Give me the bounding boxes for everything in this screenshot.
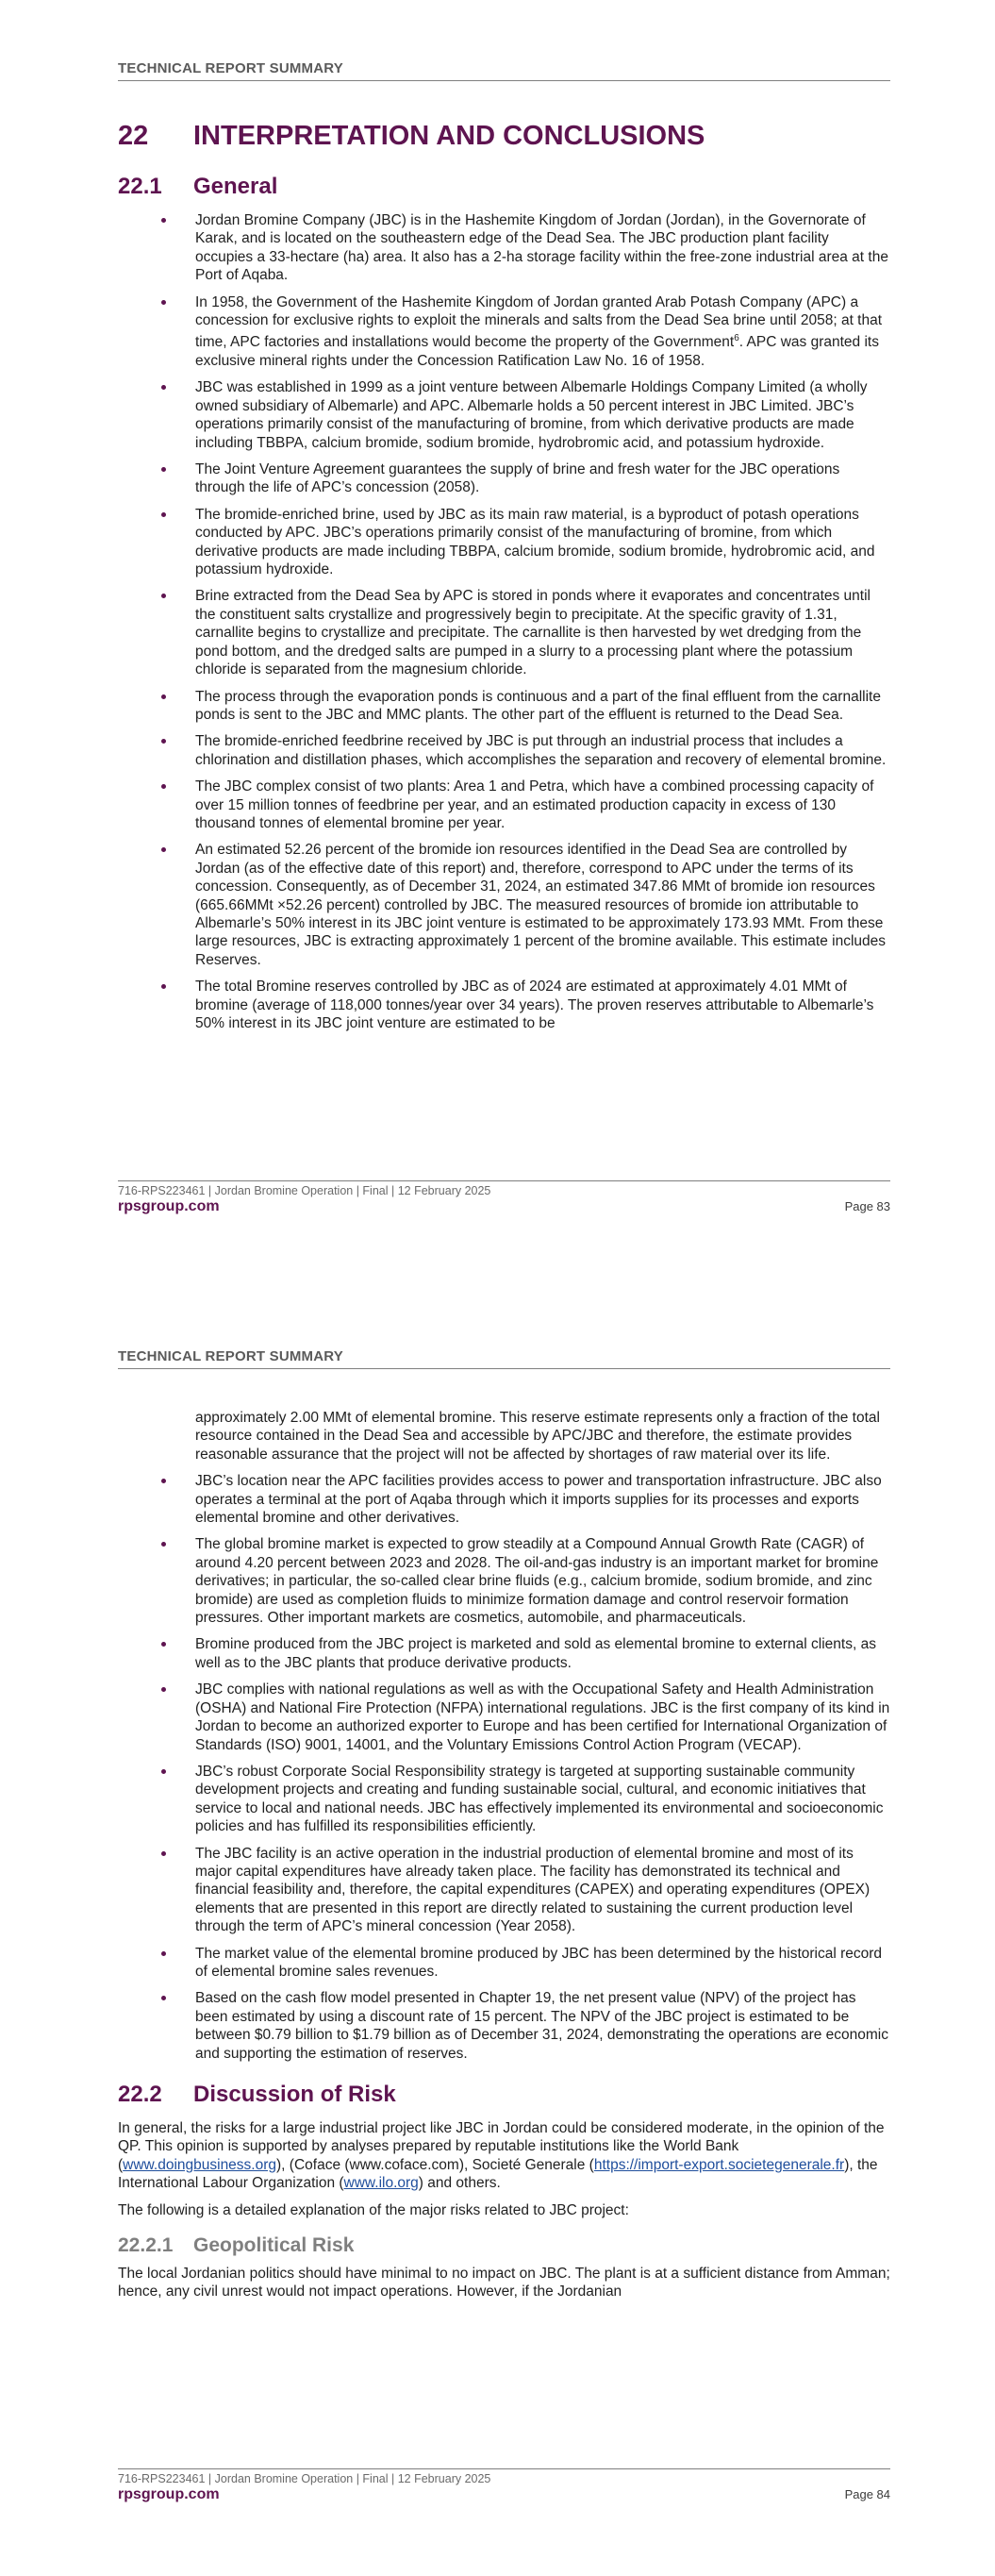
paragraph-text: ), (Coface (www.coface.com), Societé Generale (	[276, 2156, 594, 2173]
paragraph-text: In general, the risks for a large industrial project like JBC in Jordan could be considered moderate, in the opinion of the QP. This opinion is supported by analyses prepared by reputable institutions like the World Bank (	[118, 2120, 885, 2173]
footer-reference: 716-RPS223461 | Jordan Bromine Operation | Final | 12 February 2025	[118, 1184, 491, 1197]
section-22-2-heading	[118, 2082, 890, 2108]
section-number: 22.2	[118, 2082, 162, 2107]
list-item: Brine extracted from the Dead Sea by APC is stored in ponds where it evaporates and concentrates until the constituent salts crystallize and progressively begin to precipitate. At the specific gravity of 1.31, carnallite begins to crystallize and precipitate. The carnallite is then harvested by wet dredging from the pond bottom, and the dredged salts are pumped in a slurry to a processing plant where the potassium chloride is separated from the magnesium chloride.	[118, 587, 890, 678]
page-footer	[118, 1180, 890, 1215]
list-item: The total Bromine reserves controlled by JBC as of 2024 are estimated at approximately 4.01 MMt of bromine (average of 118,000 tonnes/year over 34 years). The proven reserves attributable to Albemarle’s 50% interest in its JBC joint venture are estimated to be	[118, 978, 890, 1032]
conclusions-list	[118, 211, 890, 1032]
section-number: 22.1	[118, 174, 162, 199]
section-title: Geopolitical Risk	[193, 2234, 355, 2257]
header-rule	[118, 80, 890, 81]
ilo-link[interactable]: www.ilo.org	[343, 2175, 419, 2192]
list-item: Bromine produced from the JBC project is marketed and sold as elemental bromine to external clients, as well as to the JBC plants that produce derivative products.	[118, 1635, 890, 1672]
list-item: The market value of the elemental bromine produced by JBC has been determined by the historical record of elemental bromine sales revenues.	[118, 1945, 890, 1982]
footnote-ref: 6	[734, 333, 739, 344]
page-83-body	[118, 174, 890, 1041]
list-item	[118, 293, 890, 371]
list-item: An estimated 52.26 percent of the bromide ion resources identified in the Dead Sea are controlled by Jordan (as of the effective date of this report) and, therefore, correspond to APC under the terms of its concession. Consequently, as of December 31, 2024, an estimated 347.86 MMt of bromide ion resources (665.66MMt ×52.26 percent) controlled by JBC. The measured resources of bromide ion attributable to Albemarle’s 50% interest in its JBC joint venture is estimated to be approximately 173.93 MMt. From these large resources, JBC is extracting approximately 1 percent of the bromine available. This estimate includes Reserves.	[118, 841, 890, 969]
header-title: TECHNICAL REPORT SUMMARY	[118, 60, 343, 76]
page-number: Page 83	[844, 1199, 890, 1213]
page-header	[118, 60, 890, 81]
item-text: In 1958, the Government of the Hashemite Kingdom of Jordan granted Arab Potash Company (APC) a concession for exclusive rights to exploit the minerals and salts from the Dead Sea brine until 2058; at that time, APC factories and installations would become the property of the Government	[195, 293, 883, 351]
footer-rule	[118, 1180, 890, 1181]
doingbusiness-link[interactable]: www.doingbusiness.org	[123, 2156, 277, 2173]
list-item: JBC was established in 1999 as a joint venture between Albemarle Holdings Company Limited (a wholly owned subsidiary of Albemarle) and APC. Albemarle holds a 50 percent interest in JBC Limited. JBC’s operations primarily consist of the manufacturing of bromine, from which derivative products are made including TBBPA, calcium bromide, sodium bromide, hydrobromic acid, and potassium hydroxide.	[118, 378, 890, 452]
list-item: The JBC complex consist of two plants: Area 1 and Petra, which have a combined processing capacity of over 15 million tonnes of feedbrine per year, and an estimated production capacity in excess of 130 thousand tonnes of elemental bromine per year.	[118, 778, 890, 832]
section-title: INTERPRETATION AND CONCLUSIONS	[193, 121, 705, 151]
section-number: 22.2.1	[118, 2234, 174, 2257]
section-number: 22	[118, 121, 149, 151]
item-text: . APC was granted its exclusive mineral rights under the Concession Ratification Law No. 16 of 1958.	[195, 334, 879, 369]
page-header	[118, 1348, 890, 1369]
footer-site-link[interactable]: rpsgroup.com	[118, 2486, 220, 2502]
section-title: General	[193, 174, 278, 199]
footer-site-link[interactable]: rpsgroup.com	[118, 1198, 220, 1214]
list-item: The bromide-enriched brine, used by JBC as its main raw material, is a byproduct of potash operations conducted by APC. JBC’s operations primarily consist of the manufacturing of bromine, from which derivative products are made including TBBPA, calcium bromide, sodium bromide, hydrobromic acid, and potassium hydroxide.	[118, 506, 890, 579]
page-number: Page 84	[844, 2487, 890, 2501]
list-item: Jordan Bromine Company (JBC) is in the Hashemite Kingdom of Jordan (Jordan), in the Governorate of Karak, and is located on the southeastern edge of the Dead Sea. The JBC production plant facility occupies a 33-hectare (ha) area. It also has a 2-ha storage facility within the free-zone industrial area at the Port of Aqaba.	[118, 211, 890, 285]
list-item: The bromide-enriched feedbrine received by JBC is put through an industrial process that includes a chlorination and distillation phases, which accomplishes the separation and recovery of elemental bromine.	[118, 732, 890, 769]
footer-rule	[118, 2468, 890, 2469]
header-title: TECHNICAL REPORT SUMMARY	[118, 1348, 343, 1364]
conclusions-list-continued	[118, 1472, 890, 2063]
list-item: The global bromine market is expected to grow steadily at a Compound Annual Growth Rate (CAGR) of around 4.20 percent between 2023 and 2028. The oil-and-gas industry is an important market for bromine derivatives; in particular, the so-called clear brine fluids (e.g., calcium bromide, sodium bromide, and zinc bromide) are used as completion fluids to minimize formation damage and control reservoir formation pressures. Other important markets are cosmetics, automobile, and pharmaceuticals.	[118, 1535, 890, 1627]
list-item: The JBC facility is an active operation in the industrial production of elemental bromine and most of its major capital expenditures have already taken place. The facility has demonstrated its technical and financial feasibility and, therefore, the capital expenditures (CAPEX) and operating expenditures (OPEX) elements that are presented in this report are directly related to sustaining the current production level through the term of APC’s mineral concession (Year 2058).	[118, 1845, 890, 1936]
section-22-2-1-heading	[118, 2234, 890, 2257]
paragraph-text: ), the International Labour Organization (	[118, 2156, 878, 2192]
societegenerale-link[interactable]: https://import-export.societegenerale.fr	[593, 2156, 845, 2173]
paragraph-text: ) and others.	[418, 2175, 501, 2192]
section-title: Discussion of Risk	[193, 2082, 396, 2107]
list-item: JBC complies with national regulations as well as with the Occupational Safety and Health Administration (OSHA) and National Fire Protection (NFPA) international regulations. JBC is the first company of its kind in Jordan to become an authorized exporter to Europe and has been certified for International Organization of Standards (ISO) 9001, 14001, and the Voluntary Emissions Control Action Program (VECAP).	[118, 1681, 890, 1754]
list-item: Based on the cash flow model presented in Chapter 19, the net present value (NPV) of the project has been estimated by using a discount rate of 15 percent. The NPV of the JBC project is estimated to be between $0.79 billion to $1.79 billion as of December 31, 2024, demonstrating the operations are economic and supporting the estimation of reserves.	[118, 1989, 890, 2063]
section-22-1-heading	[118, 174, 890, 200]
page-footer	[118, 2468, 890, 2503]
list-item: The Joint Venture Agreement guarantees the supply of brine and fresh water for the JBC operations through the life of APC’s concession (2058).	[118, 460, 890, 497]
list-item-continuation: approximately 2.00 MMt of elemental bromine. This reserve estimate represents only a fraction of the total resource contained in the Dead Sea and accessible by APC/JBC and therefore, the estimate provides reasonable assurance that the project will not be affected by shortages of raw material over its life.	[195, 1410, 880, 1463]
header-rule	[118, 1368, 890, 1369]
risk-intro-paragraph	[118, 2119, 890, 2193]
list-item: JBC’s location near the APC facilities provides access to power and transportation infrastructure. JBC also operates a terminal at the port of Aqaba through which it imports supplies for its processes and exports elemental bromine and other derivatives.	[118, 1472, 890, 1527]
risk-list-intro: The following is a detailed explanation of the major risks related to JBC project:	[118, 2201, 629, 2218]
footer-reference: 716-RPS223461 | Jordan Bromine Operation | Final | 12 February 2025	[118, 2472, 491, 2485]
page-84-body	[118, 1409, 890, 2301]
list-item: JBC’s robust Corporate Social Responsibility strategy is targeted at supporting sustainable community development projects and creating and funding sustainable social, cultural, and economic initiatives that service to local and national needs. JBC has effectively implemented its environmental and socioeconomic policies and has fulfilled its responsibilities efficiently.	[118, 1763, 890, 1836]
list-item: The process through the evaporation ponds is continuous and a part of the final effluent from the carnallite ponds is sent to the JBC and MMC plants. The other part of the effluent is returned to the Dead Sea.	[118, 688, 890, 725]
section-22-heading	[118, 121, 705, 152]
geopolitical-risk-paragraph: The local Jordanian politics should have minimal to no impact on JBC. The plant is at a sufficient distance from Amman; hence, any civil unrest would not impact operations. However, if the Jordanian	[118, 2266, 890, 2300]
page-84	[0, 1288, 995, 2576]
